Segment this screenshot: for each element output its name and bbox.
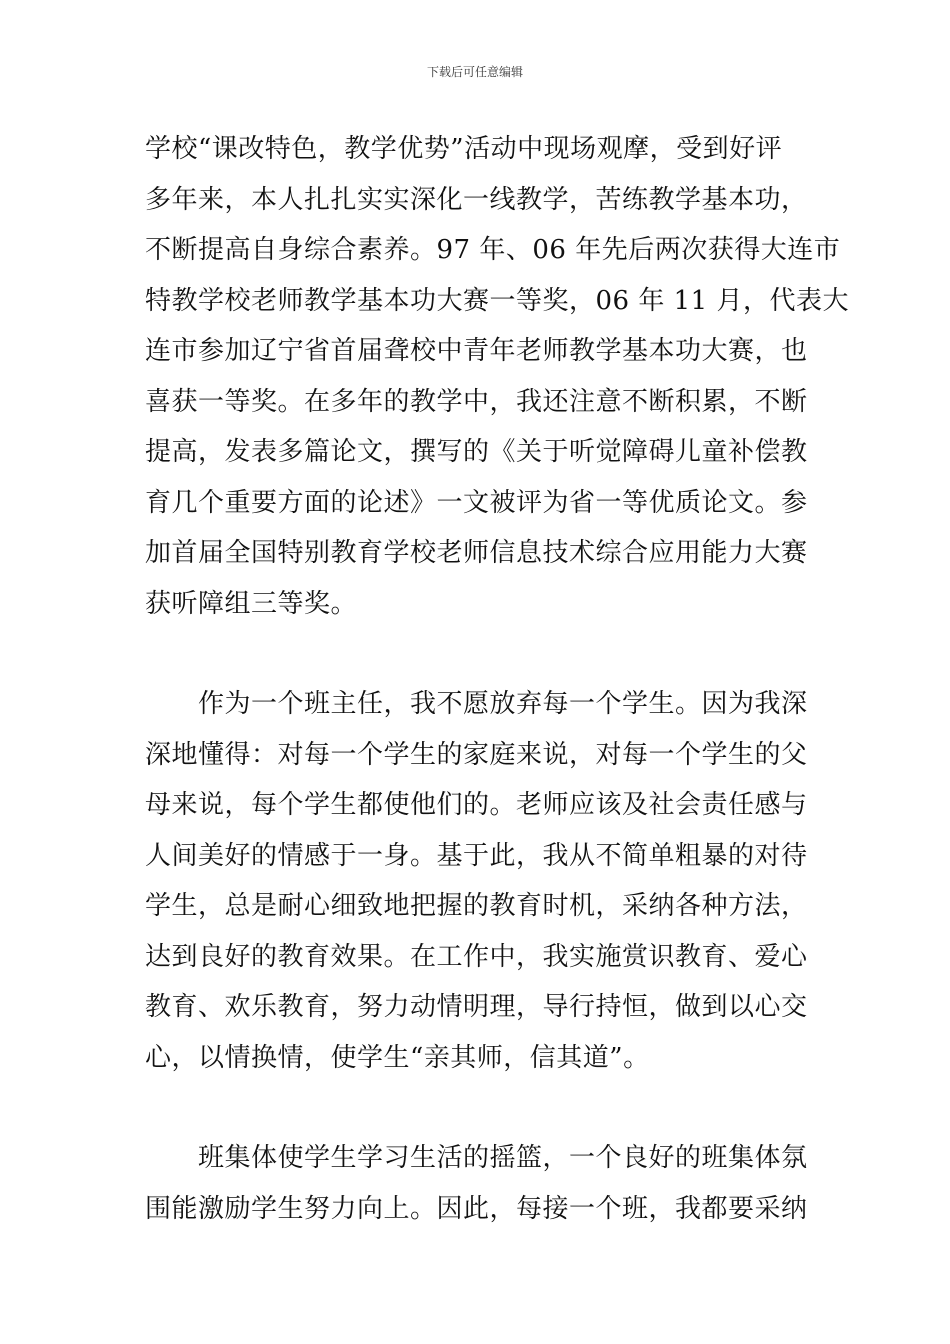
- text-line: 育几个重要方面的论述》一文被评为省一等优质论文。参: [145, 487, 808, 518]
- page-header: 下载后可任意编辑: [426, 65, 523, 79]
- text-line: 围能激励学生努力向上。因此，每接一个班，我都要采纳: [145, 1193, 808, 1224]
- text-line: 学生，总是耐心细致地把握的教育时机，采纳各种方法，: [145, 891, 808, 921]
- text-line: 特教学校老师教学基本功大赛一等奖，06 年 11 月，代表大: [145, 285, 849, 316]
- paragraph-3: [145, 1133, 810, 1234]
- paragraph-spacer: [145, 629, 810, 679]
- text-line: 作为一个班主任，我不愿放弃每一个学生。因为我深: [145, 689, 808, 719]
- paragraph-spacer: [145, 1083, 810, 1133]
- text-line: 加首届全国特别教育学校老师信息技术综合应用能力大赛: [145, 538, 808, 568]
- text-line: 人间美好的情感于一身。基于此，我从不简单粗暴的对待: [145, 840, 808, 871]
- text-line: 教育、欢乐教育，努力动情明理，导行持恒，做到以心交: [145, 992, 808, 1022]
- text-line: 多年来，本人扎扎实实深化一线教学，苦练教学基本功，: [145, 184, 808, 215]
- paragraph-2: [145, 679, 810, 1083]
- paragraph-1: [145, 124, 849, 629]
- text-line: 不断提高自身综合素养。97 年、06 年先后两次获得大连市: [145, 235, 841, 265]
- text-line: 学校“课改特色，教学优势”活动中现场观摩，受到好评: [145, 134, 783, 164]
- text-line: 连市参加辽宁省首届聋校中青年老师教学基本功大赛，也: [145, 336, 808, 366]
- text-line: 母来说，每个学生都使他们的。老师应该及社会责任感与: [145, 790, 808, 820]
- text-line: 深地懂得：对每一个学生的家庭来说，对每一个学生的父: [145, 739, 808, 770]
- document-body: [145, 124, 849, 1234]
- text-line: 心，以情换情，使学生“亲其师，信其道”。: [145, 1042, 650, 1073]
- text-line: 获听障组三等奖。: [145, 588, 358, 619]
- text-line: 喜获一等奖。在多年的教学中，我还注意不断积累，不断: [145, 386, 808, 417]
- text-line: 班集体使学生学习生活的摇篮，一个良好的班集体氛: [145, 1143, 808, 1173]
- text-line: 提高，发表多篇论文，撰写的《关于听觉障碍儿童补偿教: [145, 437, 808, 467]
- text-line: 达到良好的教育效果。在工作中，我实施赏识教育、爱心: [145, 941, 808, 972]
